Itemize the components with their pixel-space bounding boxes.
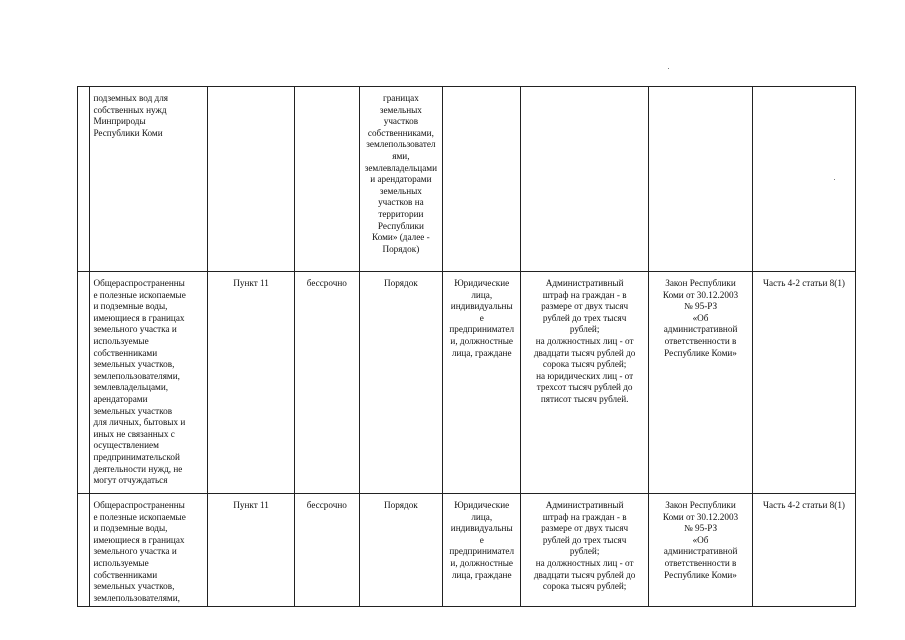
penalty-cell: Административный штраф на граждан - в размере от двух тысяч рублей до трех тысяч рублей; на должностных лиц - от двадцати тысяч рублей до сорока тысяч рублей; [521, 494, 649, 607]
penalty-cell: Административный штраф на граждан - в размере от двух тысяч рублей до трех тысяч рублей; на должностных лиц - от двадцати тысяч рублей до сорока тысяч рублей; на юридических лиц - от трехсот тысяч рублей до пятисот тысяч рублей. [521, 272, 649, 494]
penalty-cell [521, 87, 649, 272]
law-cell [649, 87, 753, 272]
subjects-cell: Юридические лица, индивидуальны е предпринимател и, должностные лица, граждане [443, 494, 521, 607]
law-cell: Закон Республики Коми от 30.12.2003 № 95-РЗ «Об административной ответственности в Республике Коми» [649, 272, 753, 494]
object-cell: подземных вод для собственных нужд Минприроды Республики Коми [90, 87, 208, 272]
source-cell: границах земельных участков собственниками, землепользовател ями, землевладельцами и арендаторами земельных участков на территории Республики Коми» (далее - Порядок) [359, 87, 443, 272]
margin-cell [78, 87, 90, 272]
subjects-cell: Юридические лица, индивидуальны е предпринимател и, должностные лица, граждане [443, 272, 521, 494]
article-cell: Часть 4-2 статьи 8(1) [753, 494, 856, 607]
term-cell [295, 87, 359, 272]
clause-cell: Пункт 11 [208, 272, 295, 494]
term-cell: бессрочно [295, 494, 359, 607]
article-cell: Часть 4-2 статьи 8(1) [753, 272, 856, 494]
margin-cell [78, 494, 90, 607]
subjects-cell [443, 87, 521, 272]
legal-table [77, 86, 856, 607]
object-cell: Общераспространенны е полезные ископаемые и подземные воды, имеющиеся в границах земельного участка и используемые собственниками земельных участков, землепользователями, землевладельцами, арендаторами земельных участков для личных, бытовых и иных не связанных с осуществлением предпринимательской деятельности нужд, не могут отчуждаться [90, 272, 208, 494]
table-row [78, 87, 856, 272]
clause-cell: Пункт 11 [208, 494, 295, 607]
term-cell: бессрочно [295, 272, 359, 494]
source-cell: Порядок [359, 494, 443, 607]
source-cell: Порядок [359, 272, 443, 494]
table-row [78, 272, 856, 494]
scan-speck [668, 68, 669, 69]
clause-cell [208, 87, 295, 272]
table-row [78, 494, 856, 607]
object-cell: Общераспространенны е полезные ископаемые и подземные воды, имеющиеся в границах земельного участка и используемые собственниками земельных участков, землепользователями, [90, 494, 208, 607]
law-cell: Закон Республики Коми от 30.12.2003 № 95-РЗ «Об административной ответственности в Республике Коми» [649, 494, 753, 607]
article-cell [753, 87, 856, 272]
margin-cell [78, 272, 90, 494]
